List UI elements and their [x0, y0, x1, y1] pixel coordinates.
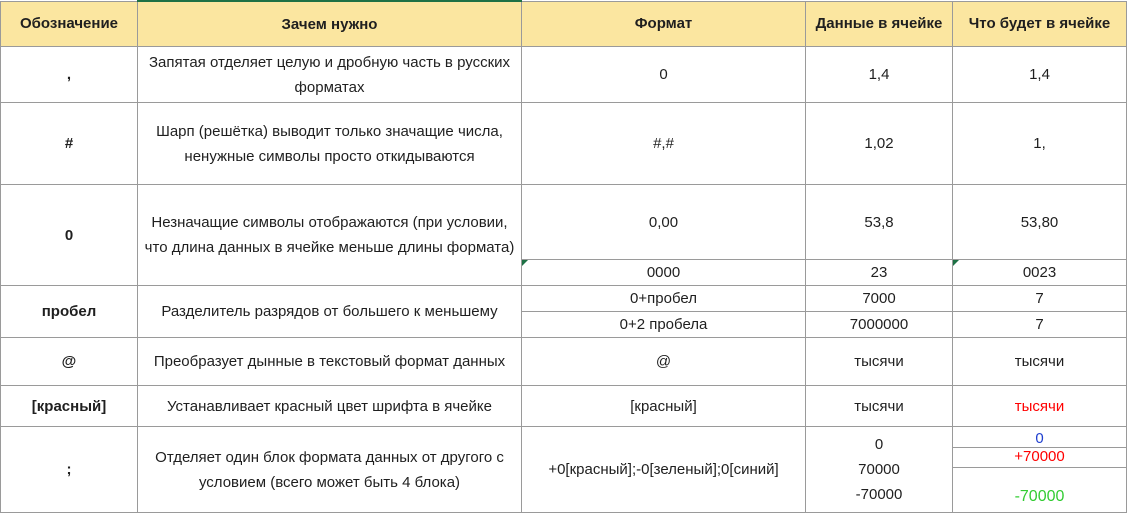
cell-result-line-1: 0	[1035, 430, 1044, 447]
header-cell-format[interactable]: Формат	[522, 1, 806, 47]
cell-data[interactable]: 1,4	[806, 47, 953, 103]
cell-format[interactable]: 0	[522, 47, 806, 103]
cell-data-line-3: -70000	[855, 486, 903, 503]
cell-result[interactable]: 1,	[953, 103, 1127, 185]
table-row	[1, 427, 1127, 513]
cell-data[interactable]: 1,02	[806, 103, 953, 185]
cell-data[interactable]: тысячи	[806, 338, 953, 386]
cell-format[interactable]: [красный]	[522, 386, 806, 427]
cell-data-line-2: 70000	[858, 461, 900, 478]
cell-result[interactable]: 7	[953, 312, 1127, 338]
table-row	[1, 103, 1127, 185]
cell-format[interactable]: 0+пробел	[522, 286, 806, 312]
cell-data[interactable]: 7000000	[806, 312, 953, 338]
cell-why[interactable]: Преобразует дынные в текстовый формат данных	[138, 338, 522, 386]
cell-result[interactable]: тысячи	[953, 386, 1127, 427]
cell-result[interactable]	[953, 260, 1127, 286]
cell-symbol[interactable]: ;	[1, 427, 138, 513]
cell-why[interactable]: Незначащие символы отображаются (при условии, что длина данных в ячейке меньше длины формата)	[138, 185, 522, 286]
cell-result-line-2: +70000	[1014, 448, 1065, 465]
cell-why[interactable]: Разделитель разрядов от большего к меньшему	[138, 286, 522, 338]
cell-symbol[interactable]: 0	[1, 185, 138, 286]
cell-format[interactable]: 0,00	[522, 185, 806, 260]
cell-data-line-1: 0	[874, 436, 884, 453]
cell-format[interactable]: 0+2 пробела	[522, 312, 806, 338]
cell-data[interactable]: 53,8	[806, 185, 953, 260]
cell-format[interactable]: #,#	[522, 103, 806, 185]
header-cell-result[interactable]: Что будет в ячейке	[953, 1, 1127, 47]
cell-symbol[interactable]: [красный]	[1, 386, 138, 427]
table-row	[1, 185, 1127, 260]
cell-why[interactable]: Отделяет один блок формата данных от другого с условием (всего может быть 4 блока)	[138, 427, 522, 513]
cell-format[interactable]: @	[522, 338, 806, 386]
cell-data[interactable]: 7000	[806, 286, 953, 312]
header-row	[1, 1, 1127, 47]
header-cell-symbol[interactable]: Обозначение	[1, 1, 138, 47]
cell-result[interactable]: тысячи	[953, 338, 1127, 386]
cell-format[interactable]	[522, 260, 806, 286]
cell-result-text: 0023	[1022, 264, 1057, 281]
cell-why[interactable]: Устанавливает красный цвет шрифта в ячейке	[138, 386, 522, 427]
cell-why[interactable]: Шарп (решётка) выводит только значащие числа, ненужные символы просто откидываются	[138, 103, 522, 185]
header-cell-data[interactable]: Данные в ячейке	[806, 1, 953, 47]
cell-symbol[interactable]: @	[1, 338, 138, 386]
cell-result[interactable]: 53,80	[953, 185, 1127, 260]
table-row	[1, 286, 1127, 312]
table-row	[1, 338, 1127, 386]
cell-data[interactable]: 23	[806, 260, 953, 286]
cell-data[interactable]: тысячи	[806, 386, 953, 427]
cell-data[interactable]	[806, 427, 953, 513]
table-row	[1, 47, 1127, 103]
cell-divider	[953, 467, 1126, 468]
cell-result[interactable]: 1,4	[953, 47, 1127, 103]
header-cell-why[interactable]: Зачем нужно	[138, 1, 522, 47]
text-number-indicator-icon	[522, 260, 528, 266]
cell-result[interactable]: 7	[953, 286, 1127, 312]
cell-symbol[interactable]: #	[1, 103, 138, 185]
cell-result-line-3: -70000	[1014, 488, 1065, 505]
cell-why[interactable]: Запятая отделяет целую и дробную часть в русских форматах	[138, 47, 522, 103]
table-row	[1, 386, 1127, 427]
cell-result[interactable]	[953, 427, 1127, 513]
cell-symbol[interactable]: пробел	[1, 286, 138, 338]
cell-symbol[interactable]: ,	[1, 47, 138, 103]
text-number-indicator-icon	[953, 260, 959, 266]
cell-format-text: 0000	[646, 264, 681, 281]
cell-format[interactable]: +0[красный];-0[зеленый];0[синий]	[522, 427, 806, 513]
